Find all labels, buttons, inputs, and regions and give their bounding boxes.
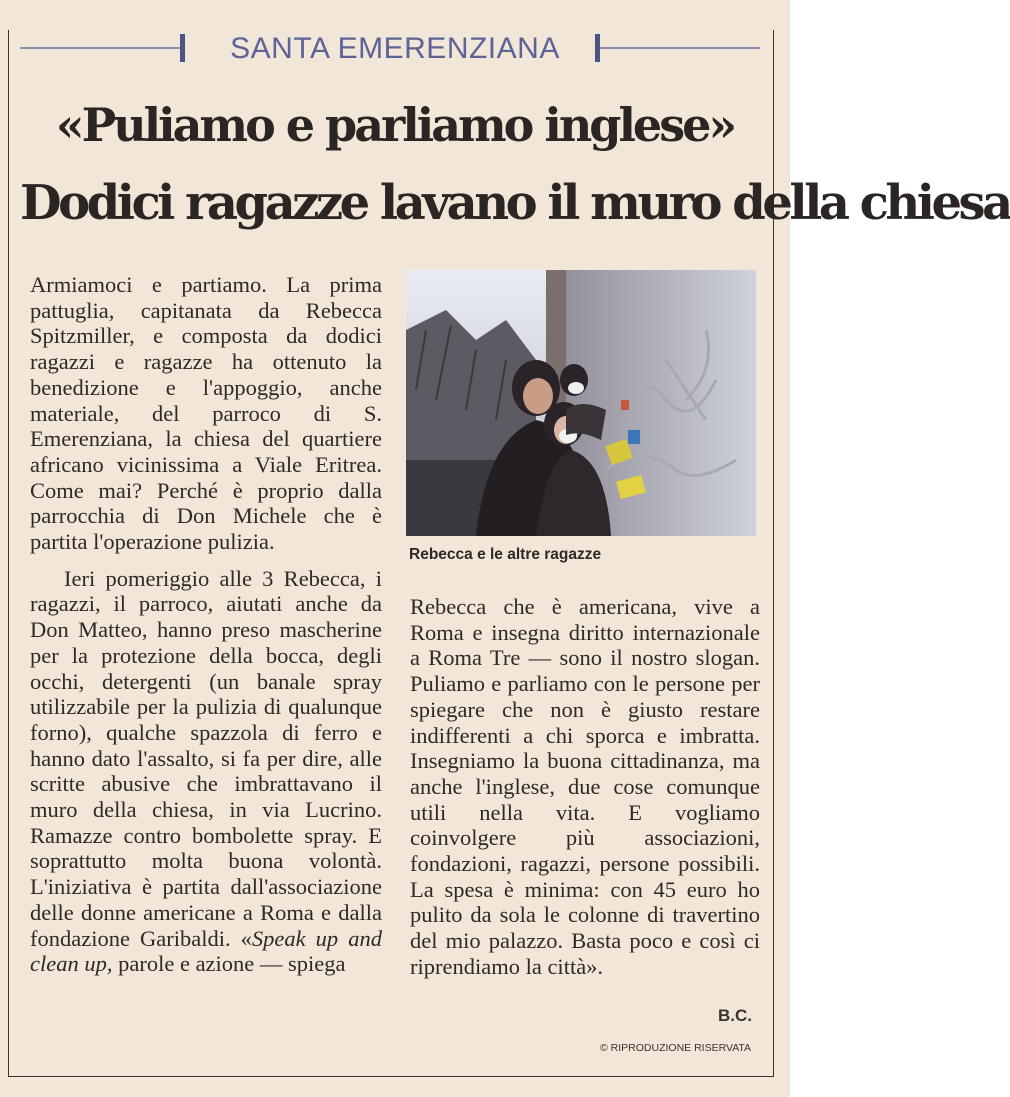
author-signature: B.C. [718, 1006, 752, 1025]
headline-line-1: «Puliamo e parliamo inglese» [55, 98, 735, 152]
photo-image [406, 270, 756, 536]
photo-caption: Rebecca e le altre ragazze [409, 546, 602, 563]
article-photo [406, 270, 756, 536]
article-column-right [410, 594, 760, 980]
article-paragraph-1: Armiamoci e partiamo. La prima pattuglia, capitanata da Rebecca Spitzmiller, e composta da dodici ragazzi e ragazze ha ottenuto la benedizione e l'appoggio, anche materiale, del parroco di S. Emerenziana, la chiesa del quartiere africano vicinissima a Viale Eritrea. Come mai? Perché è proprio dalla parrocchia di Don Michele che è partita l'operazione pulizia. [30, 272, 382, 555]
article-paragraph-3: Rebecca che è americana, vive a Roma e insegna diritto internazionale a Roma Tre — sono il nostro slogan. Puliamo e parliamo con le persone per spiegare che non è giusto restare indifferenti a chi sporca e imbratta. Insegniamo la buona cittadinanza, ma anche l'inglese, due cose comunque utili nella vita. E vogliamo coinvolgere più associazioni, fondazioni, ragazzi, persone possibili. La spesa è minima: con 45 euro ho pulito da sola le colonne di travertino del mio palazzo. Basta poco e così ci riprendiamo la città». [410, 594, 760, 979]
section-rule-right [600, 47, 760, 49]
section-rule-left [20, 47, 180, 49]
article-paragraph-2-text: Ieri pomeriggio alle 3 Rebecca, i ragazzi, il parroco, aiutati anche da Don Matteo, hanno preso mascherine per la protezione della bocca, degli occhi, detergenti (un banale spray utilizzabile per la pulizia di qualunque forno), qualche spazzola di ferro e hanno dato l'assalto, si fa per dire, alle scritte abusive che imbrattavano il muro della chiesa, in via Lucrino. Ramazze contro bombolette spray. E soprattutto molta buona volontà. L'iniziativa è partita dall'associazione delle donne americane a Roma e dalla fondazione Garibaldi. « [30, 565, 382, 951]
headline-line-2: Dodici ragazze lavano il muro della chiesa [20, 175, 1010, 231]
article-quote-italic: Speak up and clean up, [30, 925, 382, 977]
article-column-left [30, 272, 382, 977]
section-title: SANTA EMERENZIANA [230, 32, 560, 65]
copyright-notice: © RIPRODUZIONE RISERVATA [600, 1042, 752, 1054]
article-paragraph-2 [30, 566, 382, 977]
section-tick-left [180, 34, 185, 62]
section-header [20, 30, 760, 66]
article-paragraph-2-end: parole e azione — spiega [112, 951, 346, 977]
